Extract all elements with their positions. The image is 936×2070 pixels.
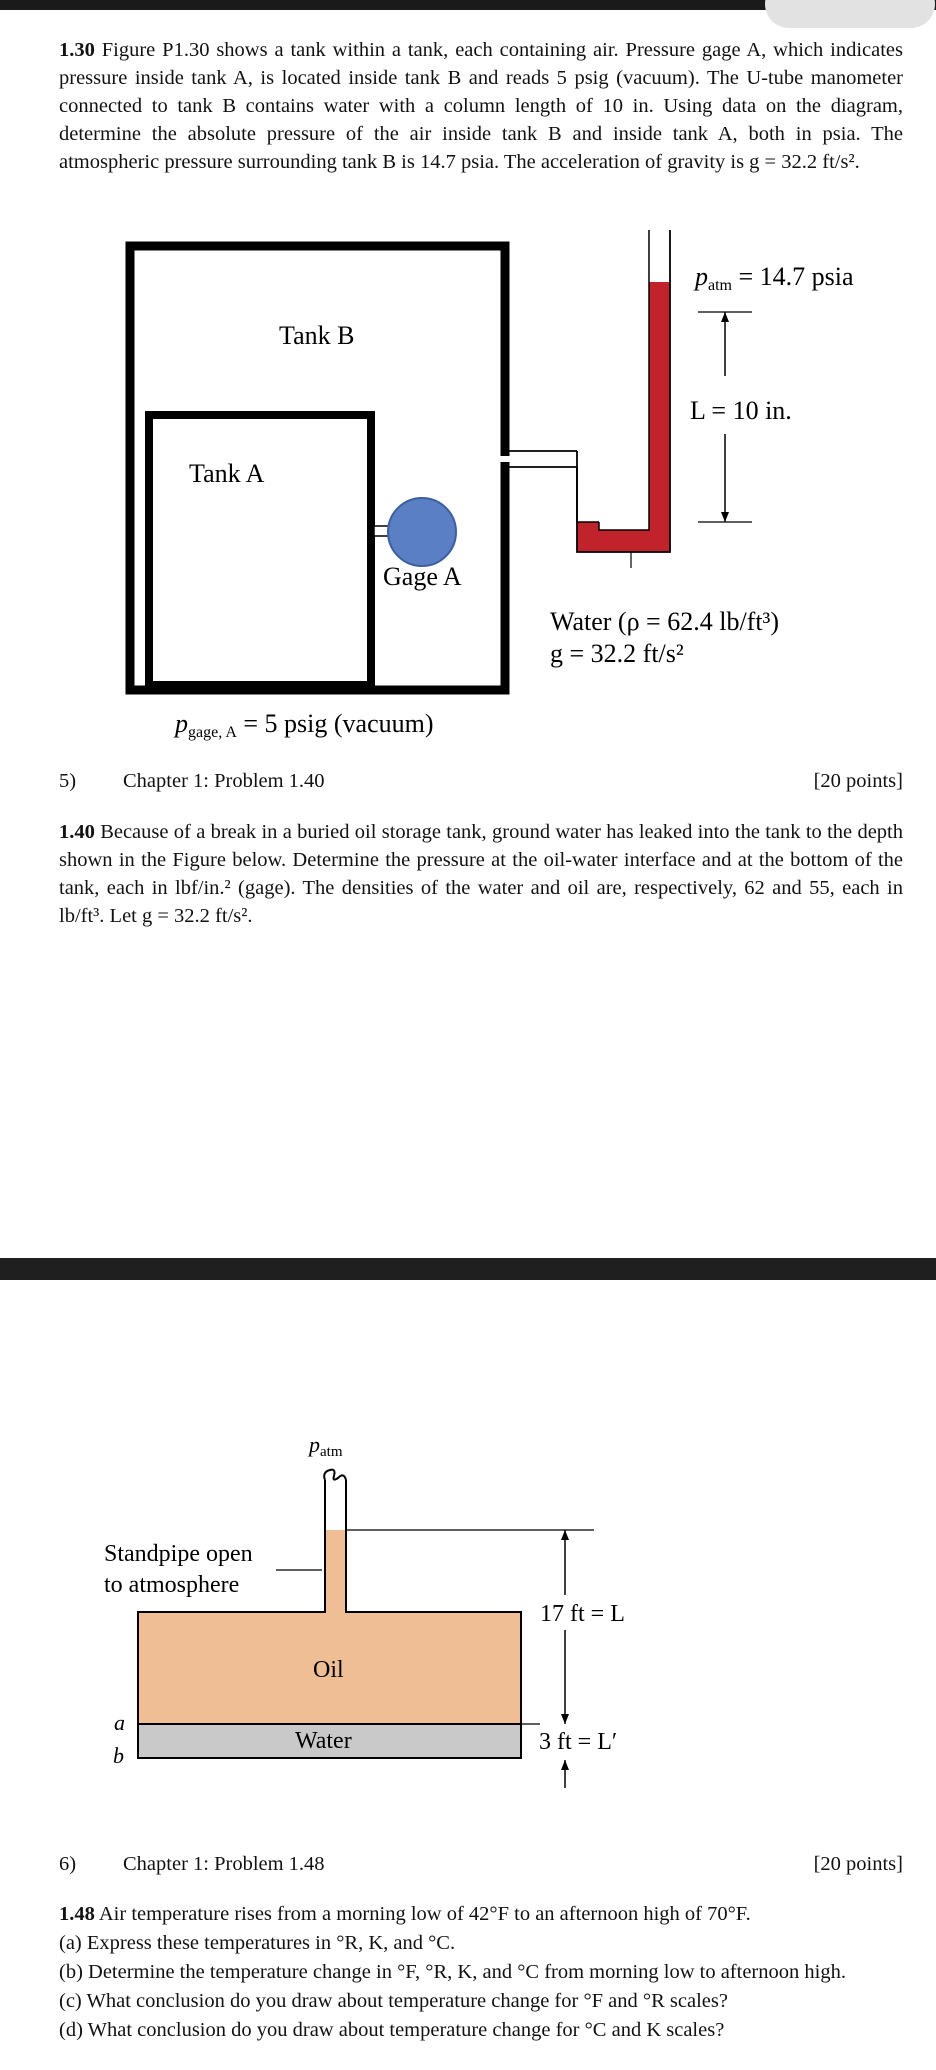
- gravity-label: g = 32.2 ft/s²: [550, 639, 684, 668]
- problem-1-40-number: 1.40: [59, 821, 95, 843]
- problem-1-48-number: 1.48: [59, 1903, 95, 1925]
- problem-1-30-number: 1.30: [59, 39, 95, 61]
- tank-b-label: Tank B: [279, 321, 355, 350]
- dimension-l-label: 17 ft = L: [540, 1601, 625, 1627]
- point-b-label: b: [113, 1743, 124, 1768]
- standpipe-label-2: to atmosphere: [104, 1572, 240, 1598]
- problem-5-points: [20 points]: [813, 770, 903, 792]
- pgage-subscript: gage, A: [188, 724, 237, 741]
- top-pill-button[interactable]: [765, 0, 935, 28]
- problem-1-48-part-d: (d) What conclusion do you draw about temperature change for °C and K scales?: [59, 2019, 725, 2041]
- patm-symbol: p: [695, 262, 708, 291]
- point-a-label: a: [114, 1710, 125, 1735]
- tank-b-outline: [130, 246, 505, 690]
- problem-1-30-body: Figure P1.30 shows a tank within a tank, each containing air. Pressure gage A, which indicates pressure inside tank A, is located inside tank B and reads 5 psig (vacuum). The U-tube manometer connected to tank B contains water with a column length of 10 in. Using data on the diagram, determine the absolute pressure of the air inside tank B and inside tank A, both in psia. The atmospheric pressure surrounding tank B is 14.7 psia. The acceleration of gravity is g = 32.2 ft/s².: [59, 39, 903, 173]
- problem-1-48-part-b: (b) Determine the temperature change in °F, °R, K, and °C from morning low to afternoon high.: [59, 1961, 846, 1983]
- manometer-water: [577, 282, 670, 552]
- water-label: Water: [295, 1728, 352, 1754]
- problem-1-48: [59, 1900, 919, 2045]
- tank-a-outline: [149, 415, 371, 685]
- figure-p1-40: [0, 1420, 936, 1800]
- dimension-lprime-label: 3 ft = L′: [539, 1729, 618, 1755]
- problem-6-number: 6): [59, 1853, 77, 1875]
- problem-6-title: Chapter 1: Problem 1.48: [123, 1853, 325, 1875]
- pgage-value: = 5 psig (vacuum): [236, 709, 434, 738]
- problem-1-40-body: Because of a break in a buried oil storage tank, ground water has leaked into the tank to the depth shown in the Figure below. Determine the pressure at the oil-water interface and at the bottom of the tank, each in lbf/in.² (gage). The densities of the water and oil are, respectively, 62 and 55, each in lb/ft³. Let g = 32.2 ft/s².: [59, 821, 903, 927]
- problem-5-title: Chapter 1: Problem 1.40: [123, 770, 325, 792]
- page-divider: [0, 1258, 936, 1280]
- gage-a-label: Gage A: [383, 562, 462, 591]
- oil-label: Oil: [313, 1657, 344, 1683]
- problem-1-30-text: [59, 36, 903, 176]
- problem-5-number: 5): [59, 770, 77, 792]
- patm2-subscript: atm: [320, 1444, 343, 1460]
- patm-label: [693, 262, 854, 294]
- problem-6-points: [20 points]: [813, 1853, 903, 1875]
- pgage-symbol: p: [175, 709, 188, 738]
- tank-a-label: Tank A: [189, 459, 265, 488]
- standpipe-label-1: Standpipe open: [104, 1541, 253, 1567]
- problem-1-40-text: [59, 818, 903, 930]
- gage-a-dial: [388, 498, 456, 566]
- patm-label-2: [307, 1432, 343, 1460]
- figure-p1-30: [0, 230, 936, 750]
- standpipe-opening-icon: [324, 1470, 346, 1480]
- problem-1-48-body: Air temperature rises from a morning low of 42°F to an afternoon high of 70°F.: [94, 1903, 751, 1925]
- patm-subscript: atm: [708, 277, 732, 294]
- water-density-label: Water (ρ = 62.4 lb/ft³): [550, 607, 779, 636]
- patm2-symbol: p: [309, 1432, 320, 1457]
- problem-1-48-part-a: (a) Express these temperatures in °R, K, and °C.: [59, 1932, 456, 1954]
- patm-value: = 14.7 psia: [732, 262, 854, 291]
- problem-1-48-intro: [59, 1900, 919, 1929]
- pgage-label: [173, 709, 434, 741]
- problem-1-48-part-c: (c) What conclusion do you draw about temperature change for °F and °R scales?: [59, 1990, 728, 2012]
- length-label: L = 10 in.: [690, 396, 792, 425]
